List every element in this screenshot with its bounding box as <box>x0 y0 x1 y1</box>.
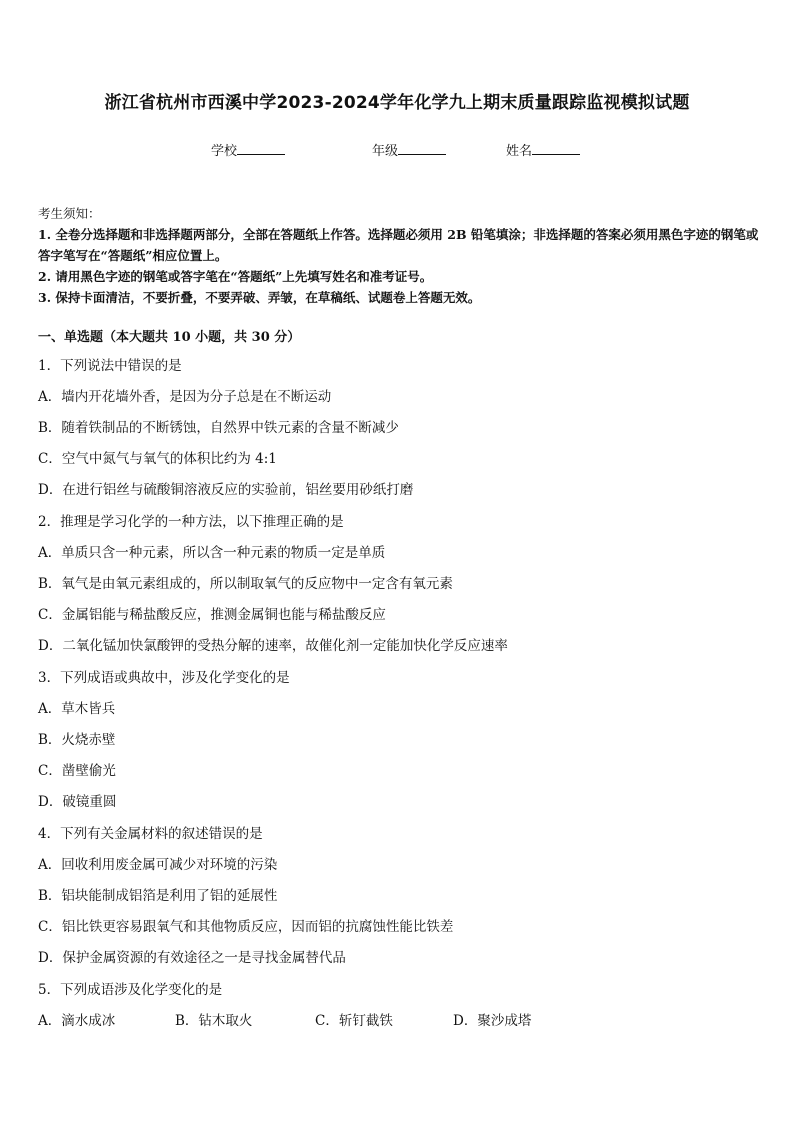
question-option: B．钻木取火 <box>175 1013 253 1029</box>
question-option: C．斩钉截铁 <box>315 1013 393 1029</box>
question-option: C．空气中氮气与氧气的体积比约为 4:1 <box>38 451 277 467</box>
question-option: A．回收利用废金属可减少对环境的污染 <box>38 857 278 873</box>
question-option: A．单质只含一种元素，所以含一种元素的物质一定是单质 <box>38 545 386 561</box>
question-option: C．铝比铁更容易跟氧气和其他物质反应，因而铝的抗腐蚀性能比铁差 <box>38 919 454 935</box>
question-option: A．草木皆兵 <box>38 701 116 717</box>
question-option: C．凿壁偷光 <box>38 763 116 779</box>
school-blank <box>237 142 285 155</box>
name-field <box>506 140 580 159</box>
question-option: A．滴水成冰 <box>38 1013 116 1029</box>
question-stem: 1．下列说法中错误的是 <box>38 358 182 374</box>
question-option: D．二氧化锰加快氯酸钾的受热分解的速率，故催化剂一定能加快化学反应速率 <box>38 638 508 654</box>
question-option: B．铝块能制成铝箔是利用了铝的延展性 <box>38 888 278 904</box>
question-option: A．墙内开花墙外香，是因为分子总是在不断运动 <box>38 389 332 405</box>
school-label: 学校 <box>211 144 238 159</box>
question-option: D．聚沙成塔 <box>453 1013 532 1029</box>
exam-notice <box>38 203 760 308</box>
question-option: B．火烧赤壁 <box>38 732 116 748</box>
question-stem: 2．推理是学习化学的一种方法，以下推理正确的是 <box>38 514 344 530</box>
grade-field <box>372 140 446 159</box>
question-stem: 5．下列成语涉及化学变化的是 <box>38 982 223 998</box>
section-heading: 一、单选题（本大题共 10 小题，共 30 分） <box>38 330 301 345</box>
grade-blank <box>398 142 446 155</box>
question-option: C．金属铝能与稀盐酸反应，推测金属铜也能与稀盐酸反应 <box>38 607 386 623</box>
question-stem: 4．下列有关金属材料的叙述错误的是 <box>38 826 263 842</box>
question-option: D．破镜重圆 <box>38 794 117 810</box>
notice-item: 2. 请用黑色字迹的钢笔或答字笔在“答题纸”上先填写姓名和准考证号。 <box>38 269 433 284</box>
name-blank <box>532 142 580 155</box>
notice-heading: 考生须知： <box>38 206 101 221</box>
question-option: D．在进行铝丝与硫酸铜溶液反应的实验前，铝丝要用砂纸打磨 <box>38 482 414 498</box>
school-field <box>211 140 285 159</box>
exam-title: 浙江省杭州市西溪中学2023-2024学年化学九上期末质量跟踪监视模拟试题 <box>104 93 690 113</box>
question-option: B．随着铁制品的不断锈蚀，自然界中铁元素的含量不断减少 <box>38 420 399 436</box>
notice-item: 1. 全卷分选择题和非选择题两部分，全部在答题纸上作答。选择题必须用 2B 铅笔填涂；非选择题的答案必须用黑色字迹的钢笔或答字笔写在“答题纸”相应位置上。 <box>38 227 759 263</box>
question-stem: 3．下列成语或典故中，涉及化学变化的是 <box>38 670 290 686</box>
name-label: 姓名 <box>506 144 533 159</box>
question-option: D．保护金属资源的有效途径之一是寻找金属替代品 <box>38 950 346 966</box>
question-option: B．氧气是由氧元素组成的，所以制取氧气的反应物中一定含有氧元素 <box>38 576 453 592</box>
grade-label: 年级 <box>372 144 399 159</box>
notice-item: 3. 保持卡面清洁，不要折叠，不要弄破、弄皱，在草稿纸、试题卷上答题无效。 <box>38 290 481 305</box>
